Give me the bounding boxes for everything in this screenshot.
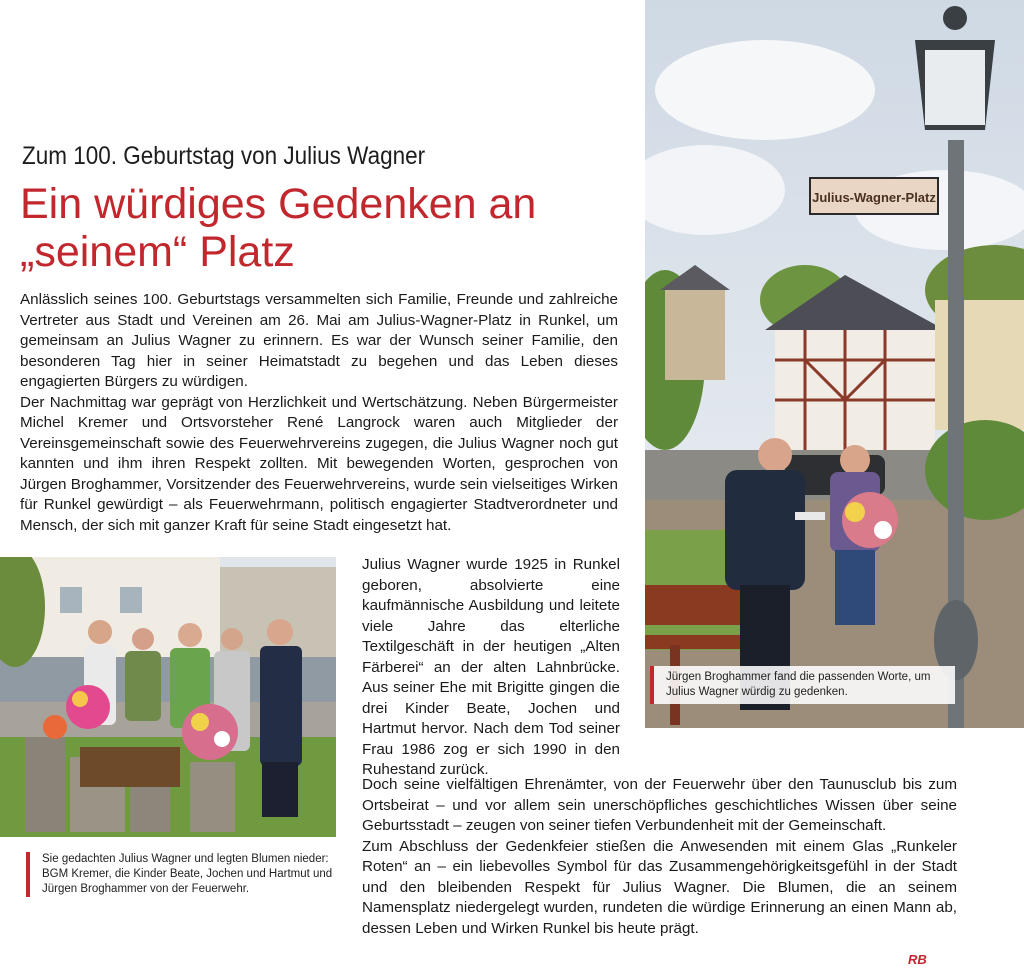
closing-paragraph-1: Doch seine vielfältigen Ehrenämter, von der Feuerwehr über den Taunusclub bis zum Ortsbeirat – und vor allem sein unerschöpfliches geschichtliches Wissen über seine Geburtsstadt – zeugen von seiner tiefen Verbundenheit mit der Gemeinschaft. bbox=[362, 776, 957, 834]
intro-paragraph-1: Anlässlich seines 100. Geburtstags versammelten sich Familie, Freunde und zahlreiche Vertreter aus Stadt und Vereinen am 26. Mai am Julius-Wagner-Platz in Runkel, um gemeinsam an Julius Wagner zu erinnern. Es war der Wunsch seiner Familie, den besonderen Tag hier in seiner Heimatstadt zu begehen und das Leben dieses engagierten Bürgers zu würdigen. bbox=[20, 291, 618, 390]
article-headline bbox=[20, 180, 640, 276]
headline-line-2: „seinem“ Platz bbox=[20, 228, 295, 276]
biography-paragraph: Julius Wagner wurde 1925 in Runkel geboren, absolvierte eine kaufmännische Ausbildung und leitete viele Jahre das elterliche Textilgeschäft in der heutigen „Alten Färberei“ an der alten Lahnbrücke. Aus seiner Ehe mit Brigitte gingen die drei Kinder Beate, Jochen und Hartmut hervor. Nach dem Tod seiner Frau 1986 zog er sich 1990 in den Ruhestand zurück. bbox=[362, 556, 620, 778]
headline-line-1: Ein würdiges Gedenken an bbox=[20, 180, 537, 228]
biography-column bbox=[362, 555, 620, 781]
photo-group-memorial bbox=[0, 557, 336, 837]
street-sign-text: Julius-Wagner-Platz bbox=[812, 190, 936, 205]
caption-side-photo: Sie gedachten Julius Wagner und legten Blumen nieder: BGM Kremer, die Kinder Beate, Jochen und Hartmut und Jürgen Broghammer von der Feuerwehr. bbox=[26, 852, 336, 897]
author-initials: RB bbox=[908, 952, 927, 967]
article-kicker: Zum 100. Geburtstag von Julius Wagner bbox=[22, 142, 426, 170]
photo-lamp-speaker bbox=[645, 0, 1024, 728]
intro-paragraph-2: Der Nachmittag war geprägt von Herzlichkeit und Wertschätzung. Neben Bürgermeister Michel Kremer und Ortsvorsteher René Langrock waren auch Mitglieder der Vereinsgemeinschaft sowie des Feuerwehrvereins zugegen, die Julius Wagner noch gut kannten und ihm ihren Respekt zollten. Mit bewegenden Worten, gesprochen von Jürgen Broghammer, Vorsitzender des Feuerwehrvereins, wurde sein vielseitiges Wirken für Runkel gewürdigt – als Feuerwehrmann, politisch engagierter Stadtverordneter und Mensch, der sich mit ganzer Kraft für seine Stadt eingesetzt hat. bbox=[20, 393, 618, 534]
closing-paragraph-2: Zum Abschluss der Gedenkfeier stießen die Anwesenden mit einem Glas „Runkeler Roten“ an – ein liebevolles Symbol für das Zusammengehörigkeitsgefühl in der Stadt und den bleibenden Respekt für Julius Wagner. Die Blumen, die an seinem Namensplatz niedergelegt wurden, rundeten die würdige Erinnerung an einen Mann ab, dessen Leben und Wirken Runkel bis heute prägt. bbox=[362, 837, 957, 937]
caption-main-photo: Jürgen Broghammer fand die passenden Worte, um Julius Wagner würdig zu gedenken. bbox=[650, 666, 955, 704]
intro-text bbox=[20, 290, 618, 536]
closing-text bbox=[362, 775, 957, 939]
